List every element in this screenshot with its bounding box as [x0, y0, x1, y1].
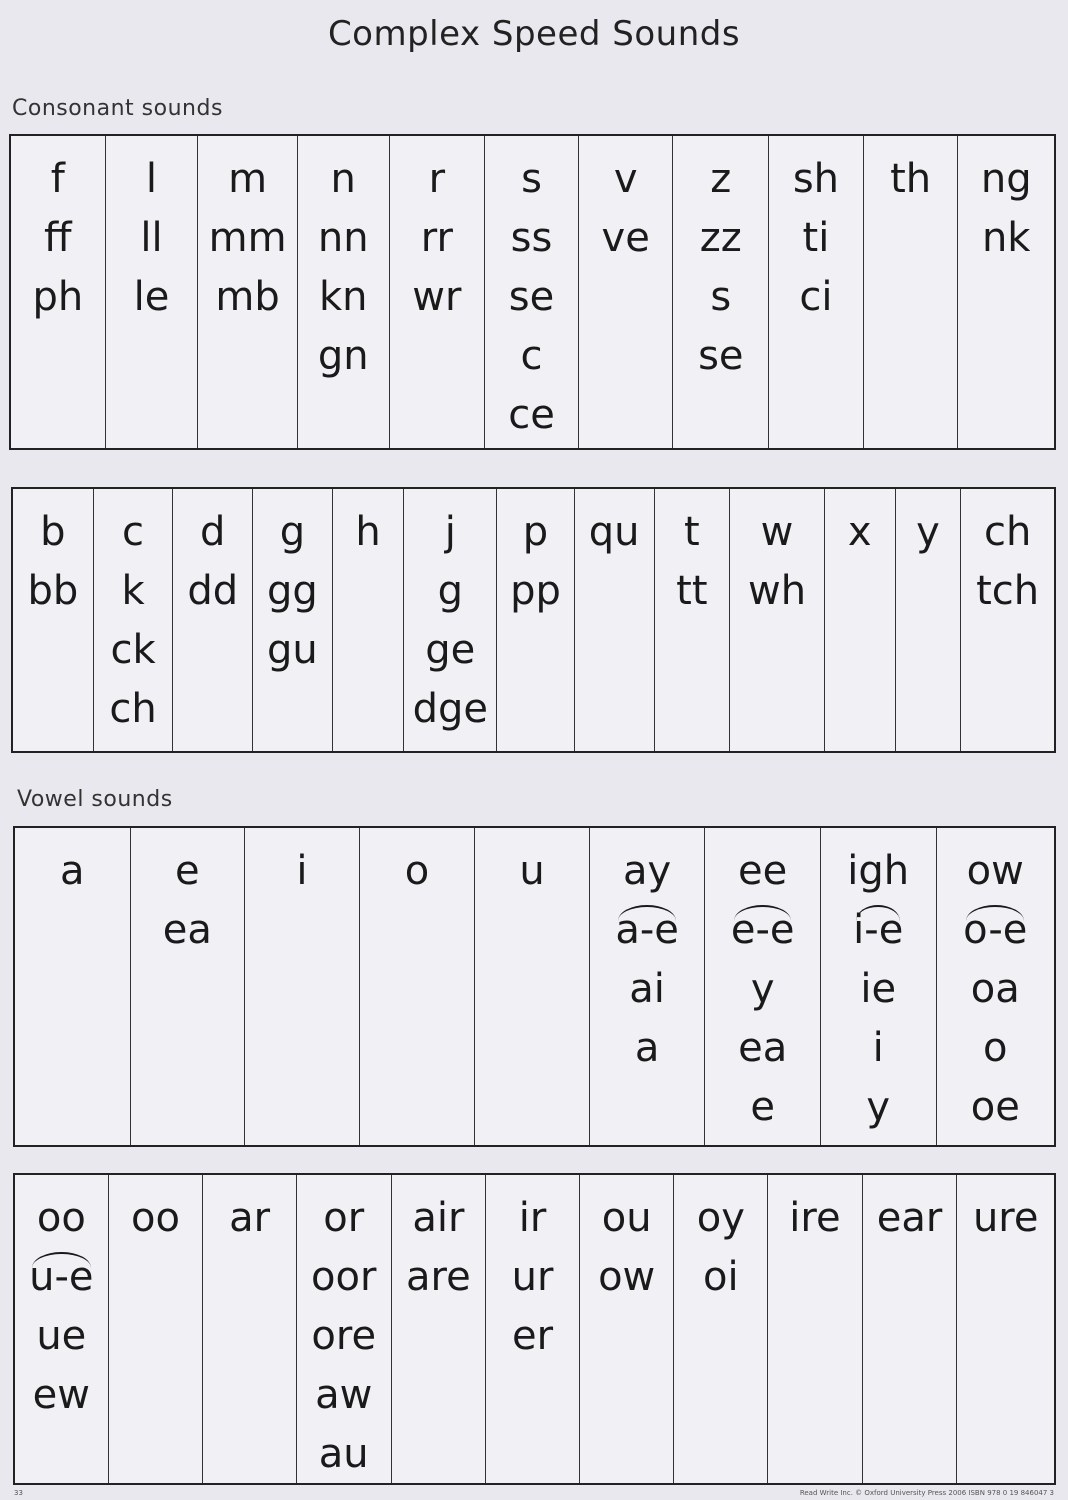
- sound-column: [475, 828, 590, 1145]
- sound-column: [655, 489, 731, 751]
- sound-column: [673, 136, 769, 448]
- sound-grapheme: pp: [510, 568, 561, 614]
- sound-grapheme: o: [983, 1025, 1008, 1071]
- sound-grapheme: oi: [703, 1254, 739, 1300]
- sound-grapheme: qu: [588, 509, 640, 555]
- sound-grapheme: oo: [36, 1195, 86, 1241]
- sound-column: [13, 489, 94, 751]
- sound-column: [94, 489, 174, 751]
- sound-grapheme: oa: [970, 966, 1020, 1012]
- sound-grapheme: g: [437, 568, 463, 614]
- sound-grapheme: u: [519, 848, 545, 894]
- sound-column: [15, 1175, 109, 1483]
- sound-grapheme: aw: [315, 1372, 373, 1418]
- sound-grapheme: r: [428, 156, 446, 202]
- sound-column: [109, 1175, 204, 1483]
- consonant-sounds-label: Consonant sounds: [12, 96, 223, 121]
- sound-grapheme: are: [406, 1254, 471, 1300]
- sound-column: [131, 828, 246, 1145]
- sound-column: [253, 489, 333, 751]
- sound-column: [392, 1175, 487, 1483]
- sound-grapheme: zz: [699, 215, 742, 261]
- sound-grapheme: ge: [425, 627, 476, 673]
- sound-grapheme: gg: [267, 568, 318, 614]
- sound-grapheme: ar: [229, 1195, 271, 1241]
- sound-column: [15, 828, 131, 1145]
- sound-column: [497, 489, 575, 751]
- sound-grapheme: ie: [860, 966, 897, 1012]
- sound-column: [674, 1175, 768, 1483]
- sound-grapheme: l: [145, 156, 158, 202]
- sound-column: [298, 136, 390, 448]
- sound-grapheme: s: [521, 156, 542, 202]
- sound-grapheme: y: [916, 509, 940, 555]
- sound-column: [937, 828, 1055, 1145]
- sound-grapheme: se: [508, 274, 555, 320]
- sound-grapheme: i-e: [853, 901, 903, 960]
- sound-column: [958, 136, 1054, 448]
- sound-grapheme: ch: [983, 509, 1032, 555]
- sound-grapheme: bb: [27, 568, 79, 614]
- sound-grapheme: k: [121, 568, 145, 614]
- sound-grapheme: mb: [215, 274, 280, 320]
- vowel-grid-1: [13, 826, 1056, 1147]
- sound-grapheme: ph: [32, 274, 84, 320]
- sound-grapheme: ch: [109, 686, 157, 732]
- sound-column: [825, 489, 896, 751]
- sound-grapheme: wh: [747, 568, 807, 614]
- sound-grapheme: c: [520, 333, 543, 379]
- sound-grapheme: h: [355, 509, 381, 555]
- sound-column: [863, 1175, 958, 1483]
- sound-grapheme: ll: [140, 215, 163, 261]
- sound-grapheme: w: [760, 509, 794, 555]
- sound-grapheme: tt: [676, 568, 708, 614]
- sound-grapheme: mm: [208, 215, 287, 261]
- sound-grapheme: au: [318, 1431, 369, 1477]
- publisher-credits: Read Write Inc. © Oxford University Press 2006 ISBN 978 0 19 846047 3: [799, 1489, 1054, 1497]
- sound-grapheme: g: [279, 509, 306, 555]
- sound-column: [173, 489, 253, 751]
- sound-grapheme: se: [698, 333, 744, 379]
- vowel-grid-2: [13, 1173, 1056, 1485]
- vowel-sounds-label: Vowel sounds: [17, 787, 173, 812]
- sound-grapheme: ng: [980, 156, 1032, 202]
- sound-grapheme: a: [634, 1025, 660, 1071]
- sound-grapheme: ck: [110, 627, 156, 673]
- sound-grapheme: nk: [981, 215, 1031, 261]
- sound-column: [579, 136, 674, 448]
- sound-grapheme: ti: [802, 215, 830, 261]
- sound-grapheme: e: [175, 848, 200, 894]
- sound-grapheme: v: [613, 156, 638, 202]
- sound-grapheme: x: [847, 509, 872, 555]
- sound-grapheme: ue: [36, 1313, 87, 1359]
- sound-grapheme: ew: [32, 1372, 90, 1418]
- sound-column: [404, 489, 497, 751]
- sound-grapheme: ore: [311, 1313, 377, 1359]
- sound-grapheme: u-e: [29, 1248, 93, 1307]
- sound-grapheme: th: [890, 156, 932, 202]
- sound-grapheme: ire: [789, 1195, 841, 1241]
- sound-column: [486, 1175, 580, 1483]
- sound-grapheme: kn: [318, 274, 368, 320]
- sound-grapheme: t: [684, 509, 700, 555]
- sound-column: [957, 1175, 1054, 1483]
- sound-grapheme: ur: [511, 1254, 554, 1300]
- consonant-grid-2: [11, 487, 1056, 753]
- sound-column: [106, 136, 199, 448]
- sound-grapheme: ow: [598, 1254, 656, 1300]
- sound-grapheme: ir: [518, 1195, 547, 1241]
- sound-grapheme: air: [412, 1195, 465, 1241]
- sound-grapheme: ea: [738, 1025, 788, 1071]
- sound-grapheme: dd: [187, 568, 239, 614]
- consonant-grid-1: [9, 134, 1056, 450]
- sound-grapheme: y: [866, 1084, 891, 1130]
- sound-grapheme: le: [133, 274, 170, 320]
- sound-column: [590, 828, 706, 1145]
- sound-grapheme: d: [200, 509, 226, 555]
- sound-column: [821, 828, 937, 1145]
- sound-column: [485, 136, 579, 448]
- sound-grapheme: i: [872, 1025, 884, 1071]
- sound-grapheme: sh: [792, 156, 840, 202]
- sound-grapheme: y: [750, 966, 775, 1012]
- sound-grapheme: o: [404, 848, 430, 894]
- sound-grapheme: s: [710, 274, 732, 320]
- page-number: 33: [14, 1489, 23, 1497]
- sound-column: [864, 136, 959, 448]
- sound-grapheme: ai: [629, 966, 665, 1012]
- sound-grapheme: ay: [623, 848, 672, 894]
- sound-grapheme: e-e: [731, 901, 795, 960]
- sound-grapheme: c: [122, 509, 145, 555]
- sound-grapheme: ss: [510, 215, 553, 261]
- sound-grapheme: igh: [847, 848, 910, 894]
- sound-grapheme: a-e: [615, 901, 679, 960]
- sound-grapheme: wr: [412, 274, 462, 320]
- sound-column: [390, 136, 486, 448]
- sound-column: [297, 1175, 392, 1483]
- sound-grapheme: e: [750, 1084, 775, 1130]
- sound-column: [11, 136, 106, 448]
- sound-grapheme: ve: [601, 215, 650, 261]
- sound-column: [769, 136, 864, 448]
- sound-grapheme: gn: [317, 333, 369, 379]
- sound-grapheme: oor: [311, 1254, 377, 1300]
- sound-column: [245, 828, 360, 1145]
- sound-grapheme: ee: [738, 848, 788, 894]
- sound-grapheme: ea: [162, 907, 212, 953]
- sound-grapheme: ear: [876, 1195, 943, 1241]
- sound-grapheme: ci: [799, 274, 833, 320]
- sound-grapheme: ce: [508, 392, 555, 438]
- sound-grapheme: p: [522, 509, 549, 555]
- sound-grapheme: o-e: [963, 901, 1027, 960]
- sound-grapheme: ow: [966, 848, 1024, 894]
- sound-grapheme: j: [444, 509, 456, 555]
- sound-grapheme: n: [330, 156, 356, 202]
- sound-column: [580, 1175, 675, 1483]
- sound-grapheme: rr: [420, 215, 453, 261]
- sound-grapheme: oe: [970, 1084, 1020, 1130]
- sound-column: [730, 489, 825, 751]
- sound-grapheme: gu: [267, 627, 318, 673]
- sound-column: [705, 828, 821, 1145]
- sound-grapheme: b: [40, 509, 66, 555]
- sound-column: [961, 489, 1054, 751]
- sound-column: [203, 1175, 297, 1483]
- sound-column: [360, 828, 476, 1145]
- sound-grapheme: oo: [130, 1195, 180, 1241]
- sound-column: [198, 136, 298, 448]
- sound-grapheme: tch: [976, 568, 1040, 614]
- sound-column: [333, 489, 405, 751]
- sound-column: [575, 489, 655, 751]
- sound-grapheme: m: [228, 156, 268, 202]
- sound-column: [896, 489, 962, 751]
- sound-grapheme: or: [323, 1195, 365, 1241]
- sound-column: [768, 1175, 863, 1483]
- sound-grapheme: ure: [972, 1195, 1039, 1241]
- sound-grapheme: f: [50, 156, 65, 202]
- sound-grapheme: a: [60, 848, 85, 894]
- page-title: Complex Speed Sounds: [327, 14, 741, 54]
- sound-grapheme: ff: [44, 215, 72, 261]
- sound-grapheme: i: [296, 848, 308, 894]
- sound-grapheme: er: [511, 1313, 554, 1359]
- sound-grapheme: z: [710, 156, 732, 202]
- sound-grapheme: ou: [601, 1195, 652, 1241]
- sound-grapheme: dge: [412, 686, 488, 732]
- sound-grapheme: oy: [696, 1195, 745, 1241]
- sound-grapheme: nn: [317, 215, 369, 261]
